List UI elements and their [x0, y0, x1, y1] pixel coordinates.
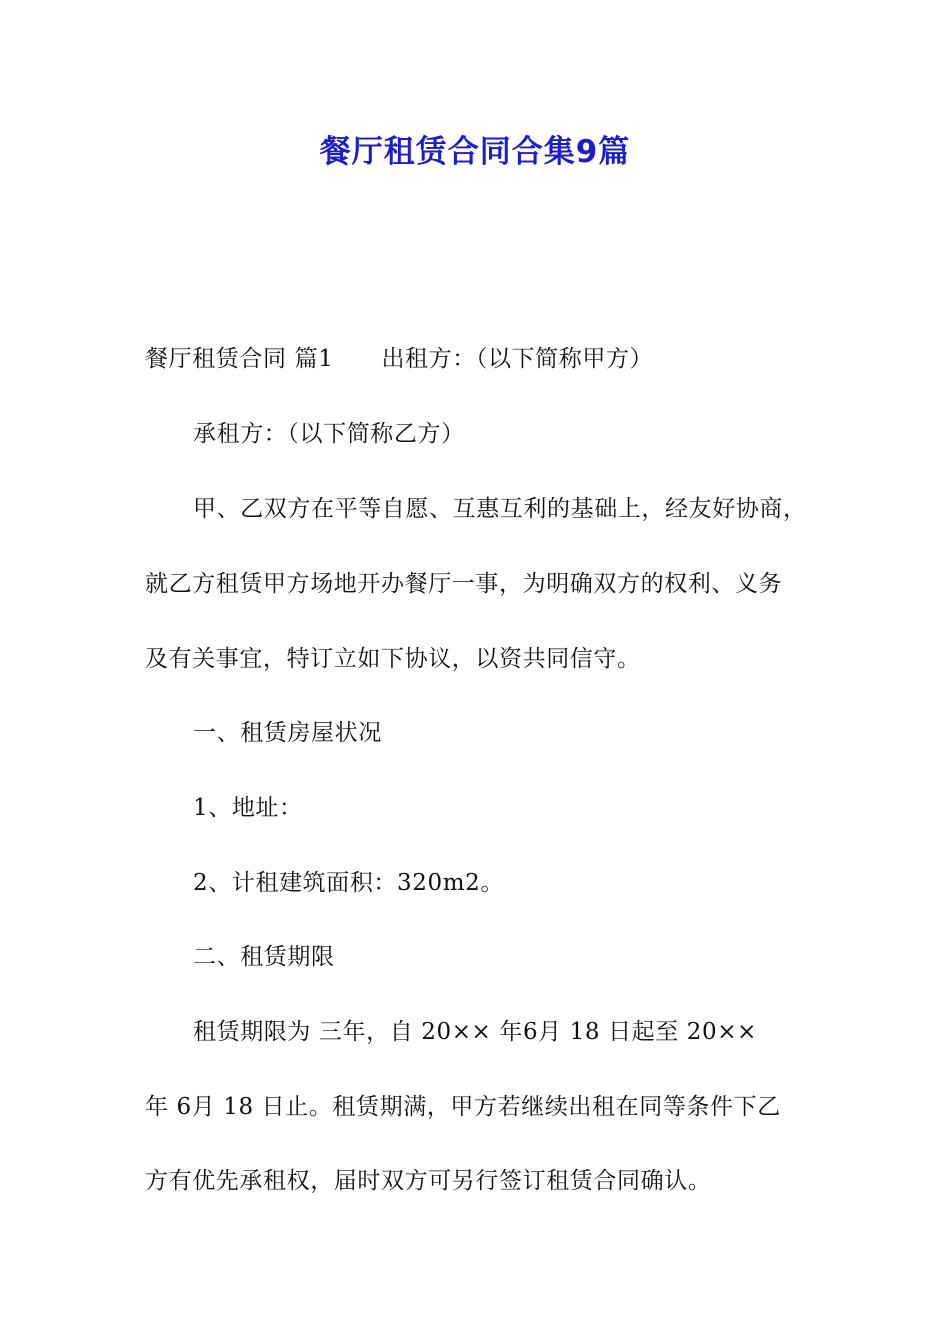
- paragraph-line: 就乙方租赁甲方场地开办餐厅一事，为明确双方的权利、义务: [145, 571, 783, 597]
- paragraph-line: 年 6月 18 日止。租赁期满，甲方若继续出租在同等条件下乙: [145, 1094, 781, 1120]
- document-title: 餐厅租赁合同合集9篇: [319, 134, 631, 170]
- contract-heading-prefix: 餐厅租赁合同: [145, 346, 287, 372]
- paragraph-line: 及有关事宜，特订立如下协议，以资共同信守。: [145, 646, 641, 672]
- paragraph-line: 方有优先承租权，届时双方可另行签订租赁合同确认。: [145, 1168, 712, 1194]
- clause-line: 1、地址：: [193, 795, 303, 821]
- section-heading: 二、租赁期限: [193, 944, 335, 970]
- lessee-line: 承租方：（以下简称乙方）: [193, 421, 465, 447]
- contract-heading-line: [145, 342, 653, 376]
- clause-line: 2、计租建筑面积：320m2。: [193, 870, 504, 896]
- lessor-line: 出租方：（以下简称甲方）: [381, 346, 654, 372]
- contract-section-label: 篇1: [294, 346, 334, 372]
- section-heading: 一、租赁房屋状况: [193, 720, 382, 746]
- paragraph-line: 甲、乙双方在平等自愿、互惠互利的基础上，经友好协商，: [193, 496, 807, 522]
- paragraph-line: 租赁期限为 三年，自 20×× 年6月 18 日起至 20××: [193, 1019, 757, 1045]
